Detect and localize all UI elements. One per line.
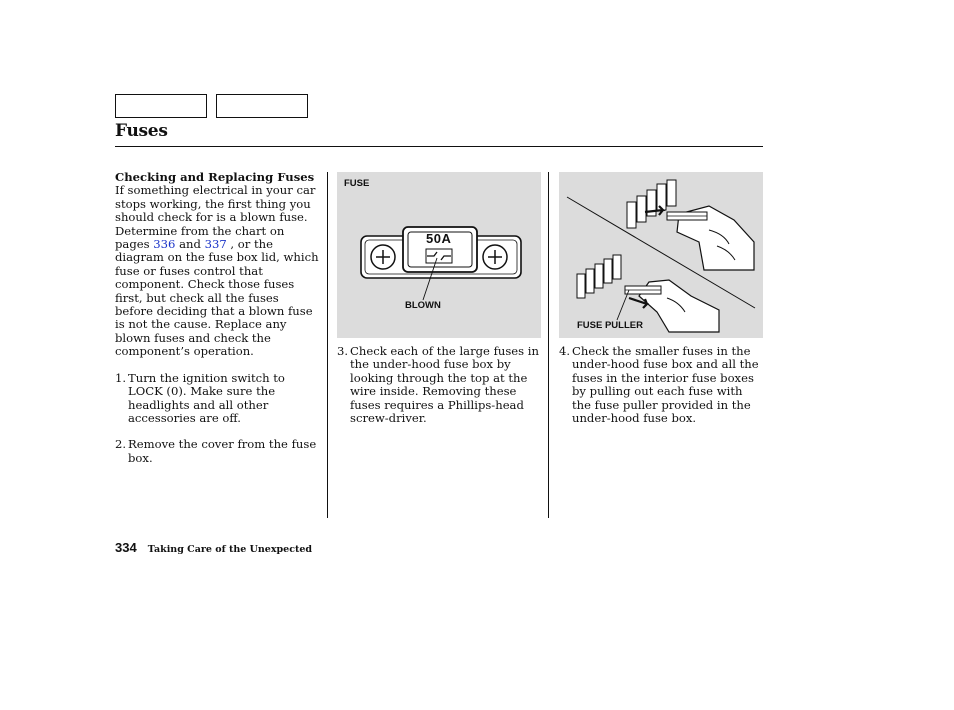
large-fuse-drawing [337,172,541,338]
step-number: 1. [115,370,127,385]
step-text: Turn the ignition switch to LOCK (0). Make sure the headlights and all other accessories are off. [128,370,285,425]
fuse-puller-drawing [559,172,763,338]
section-heading: Checking and Replacing Fuses [115,170,315,184]
page-footer [115,537,312,556]
column-divider [548,172,549,518]
step-number: 3. [337,344,349,358]
fuse-label: FUSE [344,178,370,189]
step-text: Check the smaller fuses in the under-hood fuse box and all the fuses in the interior fuse boxes by pulling out each fuse with the fuse puller provided in the under-hood fuse box. [572,344,759,426]
nav-tab-box[interactable] [216,94,308,118]
step-item [559,345,764,425]
blown-label: BLOWN [405,300,441,311]
page-number: 334 [115,540,137,555]
page-link-336[interactable]: 336 [153,237,176,252]
step-text: Check each of the large fuses in the under-hood fuse box by looking through the top at the wire inside. Removing these fuses requires a Phillips-head screw-driver. [350,344,539,426]
fuse-puller-illustration [559,172,763,338]
column-divider [327,172,328,518]
step-number: 4. [559,344,571,358]
step-item [115,438,320,465]
and-text: and [175,237,205,252]
column-1 [115,171,320,465]
page-link-337[interactable]: 337 [204,237,227,252]
title-divider [115,146,763,147]
fuse-rating-label: 50A [426,231,452,246]
intro-text-2: , or the diagram on the fuse box lid, which fuse or fuses control that component. Check those fuses first, but check all the fuses before deciding that a blown fuse is not the cause. Replace any blown fuses and check the component’s operation. [115,237,319,359]
column-2 [337,345,542,425]
large-fuse-illustration [337,172,541,338]
step-item [115,372,320,426]
step-number: 2. [115,437,127,452]
step-text: Remove the cover from the fuse box. [128,437,317,465]
step-item [337,345,542,425]
fuse-puller-label: FUSE PULLER [577,320,643,331]
nav-tab-box[interactable] [115,94,207,118]
section-name: Taking Care of the Unexpected [147,544,313,555]
page-title: Fuses [115,121,168,141]
intro-text: If something electrical in your car stops working, the first thing you should check for is a blown fuse. Determine from the chart on pages [115,183,316,252]
column-3 [559,345,764,425]
intro-paragraph [115,184,320,358]
